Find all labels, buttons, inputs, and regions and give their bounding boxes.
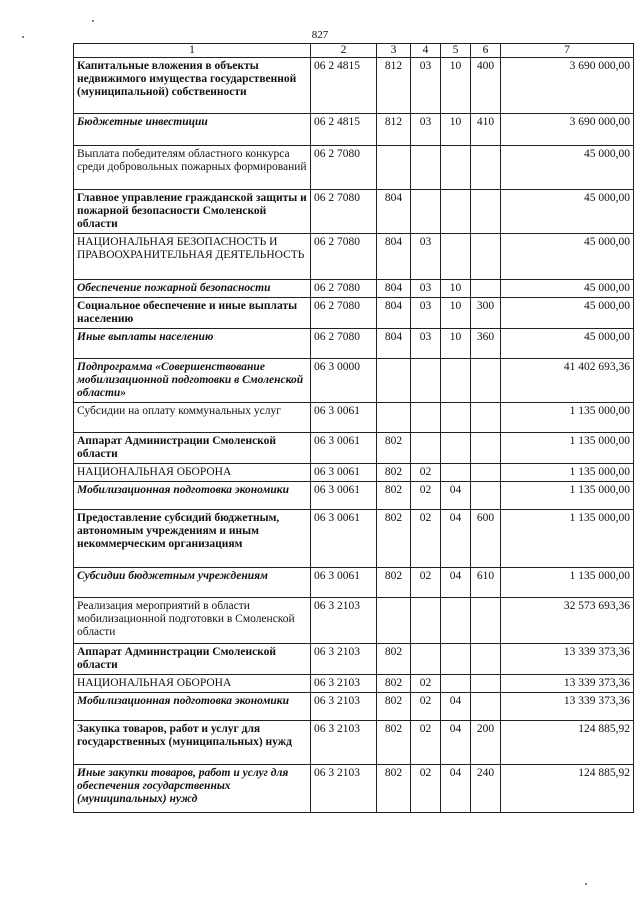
table-row [74, 568, 634, 598]
table-row [74, 403, 634, 433]
row-section-code: 03 [411, 280, 441, 298]
row-section-code: 02 [411, 765, 441, 813]
row-ministry-code: 802 [377, 464, 411, 482]
row-subsection-code [441, 598, 471, 644]
row-section-code: 02 [411, 675, 441, 693]
row-name: Главное управление гражданской защиты и пожарной безопасности Смоленской области [74, 190, 311, 234]
row-amount: 3 690 000,00 [501, 58, 634, 114]
row-ministry-code: 812 [377, 114, 411, 146]
row-subsection-code: 04 [441, 721, 471, 765]
row-code: 06 3 2103 [311, 675, 377, 693]
budget-table [73, 43, 634, 813]
row-expense-type [471, 146, 501, 190]
scan-speck [585, 883, 587, 885]
scan-speck [22, 36, 24, 38]
row-code: 06 3 2103 [311, 765, 377, 813]
row-ministry-code: 804 [377, 234, 411, 280]
row-amount: 45 000,00 [501, 298, 634, 329]
row-amount: 45 000,00 [501, 146, 634, 190]
row-name: Подпрограмма «Совершенствование мобилизационной подготовки в Смоленской области» [74, 359, 311, 403]
table-row [74, 693, 634, 721]
row-expense-type: 240 [471, 765, 501, 813]
row-name: Социальное обеспечение и иные выплаты населению [74, 298, 311, 329]
row-subsection-code: 10 [441, 114, 471, 146]
row-ministry-code: 802 [377, 510, 411, 568]
scan-speck [92, 20, 94, 22]
row-subsection-code: 10 [441, 329, 471, 359]
row-code: 06 3 2103 [311, 598, 377, 644]
row-amount: 45 000,00 [501, 329, 634, 359]
row-subsection-code [441, 464, 471, 482]
row-name: Субсидии на оплату коммунальных услуг [74, 403, 311, 433]
row-code: 06 3 2103 [311, 644, 377, 675]
table-row [74, 234, 634, 280]
row-code: 06 3 0061 [311, 464, 377, 482]
row-name: Иные закупки товаров, работ и услуг для обеспечения государственных (муниципальных) нужд [74, 765, 311, 813]
row-name: Капитальные вложения в объекты недвижимого имущества государственной (муниципальной) собственности [74, 58, 311, 114]
row-subsection-code: 04 [441, 765, 471, 813]
row-amount: 45 000,00 [501, 190, 634, 234]
row-amount: 124 885,92 [501, 765, 634, 813]
row-code: 06 3 0061 [311, 482, 377, 510]
row-amount: 1 135 000,00 [501, 433, 634, 464]
row-ministry-code: 812 [377, 58, 411, 114]
column-header: 1 [74, 44, 311, 58]
column-number-row [74, 44, 634, 58]
row-subsection-code: 10 [441, 280, 471, 298]
column-header: 5 [441, 44, 471, 58]
table-row [74, 280, 634, 298]
row-section-code: 03 [411, 298, 441, 329]
row-ministry-code: 802 [377, 675, 411, 693]
row-section-code: 02 [411, 510, 441, 568]
row-amount: 41 402 693,36 [501, 359, 634, 403]
row-amount: 45 000,00 [501, 280, 634, 298]
row-code: 06 3 0061 [311, 403, 377, 433]
table-row [74, 114, 634, 146]
row-code: 06 2 7080 [311, 280, 377, 298]
table-row [74, 598, 634, 644]
row-expense-type [471, 644, 501, 675]
row-amount: 1 135 000,00 [501, 464, 634, 482]
column-header: 4 [411, 44, 441, 58]
row-subsection-code: 04 [441, 482, 471, 510]
row-code: 06 3 0061 [311, 433, 377, 464]
row-expense-type [471, 190, 501, 234]
row-code: 06 3 0061 [311, 568, 377, 598]
row-expense-type: 300 [471, 298, 501, 329]
table-row [74, 359, 634, 403]
table-row [74, 482, 634, 510]
row-code: 06 2 7080 [311, 329, 377, 359]
row-expense-type: 610 [471, 568, 501, 598]
row-amount: 124 885,92 [501, 721, 634, 765]
row-subsection-code [441, 675, 471, 693]
row-expense-type: 200 [471, 721, 501, 765]
table-row [74, 464, 634, 482]
row-section-code [411, 146, 441, 190]
row-subsection-code: 04 [441, 510, 471, 568]
row-amount: 1 135 000,00 [501, 482, 634, 510]
column-header: 2 [311, 44, 377, 58]
row-expense-type [471, 359, 501, 403]
row-subsection-code: 04 [441, 693, 471, 721]
row-ministry-code: 802 [377, 644, 411, 675]
table-row [74, 675, 634, 693]
row-code: 06 2 7080 [311, 298, 377, 329]
row-ministry-code [377, 403, 411, 433]
row-section-code: 02 [411, 482, 441, 510]
row-expense-type: 400 [471, 58, 501, 114]
row-expense-type [471, 693, 501, 721]
row-ministry-code [377, 359, 411, 403]
row-section-code [411, 190, 441, 234]
row-name: НАЦИОНАЛЬНАЯ ОБОРОНА [74, 464, 311, 482]
row-name: Субсидии бюджетным учреждениям [74, 568, 311, 598]
row-section-code: 02 [411, 721, 441, 765]
table-row [74, 644, 634, 675]
table-row [74, 298, 634, 329]
row-ministry-code: 802 [377, 482, 411, 510]
row-expense-type [471, 433, 501, 464]
row-expense-type [471, 598, 501, 644]
row-section-code [411, 403, 441, 433]
column-header: 7 [501, 44, 634, 58]
row-expense-type [471, 403, 501, 433]
row-amount: 32 573 693,36 [501, 598, 634, 644]
row-ministry-code [377, 146, 411, 190]
row-subsection-code: 10 [441, 298, 471, 329]
row-code: 06 3 0061 [311, 510, 377, 568]
row-amount: 1 135 000,00 [501, 403, 634, 433]
row-ministry-code: 802 [377, 721, 411, 765]
row-name: НАЦИОНАЛЬНАЯ БЕЗОПАСНОСТЬ И ПРАВООХРАНИТЕЛЬНАЯ ДЕЯТЕЛЬНОСТЬ [74, 234, 311, 280]
row-expense-type: 410 [471, 114, 501, 146]
row-amount: 3 690 000,00 [501, 114, 634, 146]
row-subsection-code [441, 433, 471, 464]
row-subsection-code [441, 359, 471, 403]
row-section-code [411, 359, 441, 403]
row-amount: 13 339 373,36 [501, 644, 634, 675]
table-row [74, 58, 634, 114]
row-name: Реализация мероприятий в области мобилизационной подготовки в Смоленской области [74, 598, 311, 644]
row-expense-type: 360 [471, 329, 501, 359]
row-expense-type [471, 675, 501, 693]
row-amount: 1 135 000,00 [501, 510, 634, 568]
row-section-code [411, 433, 441, 464]
row-subsection-code: 10 [441, 58, 471, 114]
row-amount: 13 339 373,36 [501, 675, 634, 693]
row-ministry-code: 804 [377, 298, 411, 329]
row-code: 06 2 7080 [311, 190, 377, 234]
row-name: Бюджетные инвестиции [74, 114, 311, 146]
row-section-code: 02 [411, 568, 441, 598]
row-name: Мобилизационная подготовка экономики [74, 482, 311, 510]
row-subsection-code [441, 644, 471, 675]
table-row [74, 329, 634, 359]
table-row [74, 765, 634, 813]
row-expense-type [471, 234, 501, 280]
row-expense-type: 600 [471, 510, 501, 568]
row-ministry-code: 804 [377, 190, 411, 234]
row-ministry-code: 804 [377, 329, 411, 359]
row-section-code: 03 [411, 329, 441, 359]
table-row [74, 721, 634, 765]
row-name: Иные выплаты населению [74, 329, 311, 359]
row-section-code: 03 [411, 234, 441, 280]
row-name: Аппарат Администрации Смоленской области [74, 644, 311, 675]
row-name: Обеспечение пожарной безопасности [74, 280, 311, 298]
column-header: 3 [377, 44, 411, 58]
row-code: 06 2 4815 [311, 58, 377, 114]
row-ministry-code: 802 [377, 568, 411, 598]
row-expense-type [471, 464, 501, 482]
row-subsection-code [441, 403, 471, 433]
row-amount: 13 339 373,36 [501, 693, 634, 721]
row-code: 06 3 0000 [311, 359, 377, 403]
row-amount: 45 000,00 [501, 234, 634, 280]
row-code: 06 3 2103 [311, 693, 377, 721]
row-section-code: 02 [411, 693, 441, 721]
row-ministry-code: 802 [377, 433, 411, 464]
row-ministry-code: 802 [377, 693, 411, 721]
row-subsection-code [441, 234, 471, 280]
row-code: 06 2 7080 [311, 146, 377, 190]
row-section-code [411, 644, 441, 675]
row-ministry-code: 804 [377, 280, 411, 298]
row-code: 06 2 7080 [311, 234, 377, 280]
row-name: Предоставление субсидий бюджетным, автономным учреждениям и иным некоммерческим организациям [74, 510, 311, 568]
row-expense-type [471, 280, 501, 298]
table-row [74, 190, 634, 234]
row-subsection-code [441, 146, 471, 190]
row-expense-type [471, 482, 501, 510]
row-name: Аппарат Администрации Смоленской области [74, 433, 311, 464]
row-name: Мобилизационная подготовка экономики [74, 693, 311, 721]
row-amount: 1 135 000,00 [501, 568, 634, 598]
table-row [74, 510, 634, 568]
row-code: 06 3 2103 [311, 721, 377, 765]
row-name: Закупка товаров, работ и услуг для государственных (муниципальных) нужд [74, 721, 311, 765]
row-section-code: 02 [411, 464, 441, 482]
row-section-code [411, 598, 441, 644]
page-number: 827 [311, 29, 329, 41]
column-header: 6 [471, 44, 501, 58]
row-code: 06 2 4815 [311, 114, 377, 146]
table-row [74, 146, 634, 190]
row-name: Выплата победителям областного конкурса среди добровольных пожарных формирований [74, 146, 311, 190]
row-ministry-code [377, 598, 411, 644]
row-name: НАЦИОНАЛЬНАЯ ОБОРОНА [74, 675, 311, 693]
row-section-code: 03 [411, 114, 441, 146]
row-ministry-code: 802 [377, 765, 411, 813]
table-row [74, 433, 634, 464]
row-section-code: 03 [411, 58, 441, 114]
row-subsection-code [441, 190, 471, 234]
row-subsection-code: 04 [441, 568, 471, 598]
